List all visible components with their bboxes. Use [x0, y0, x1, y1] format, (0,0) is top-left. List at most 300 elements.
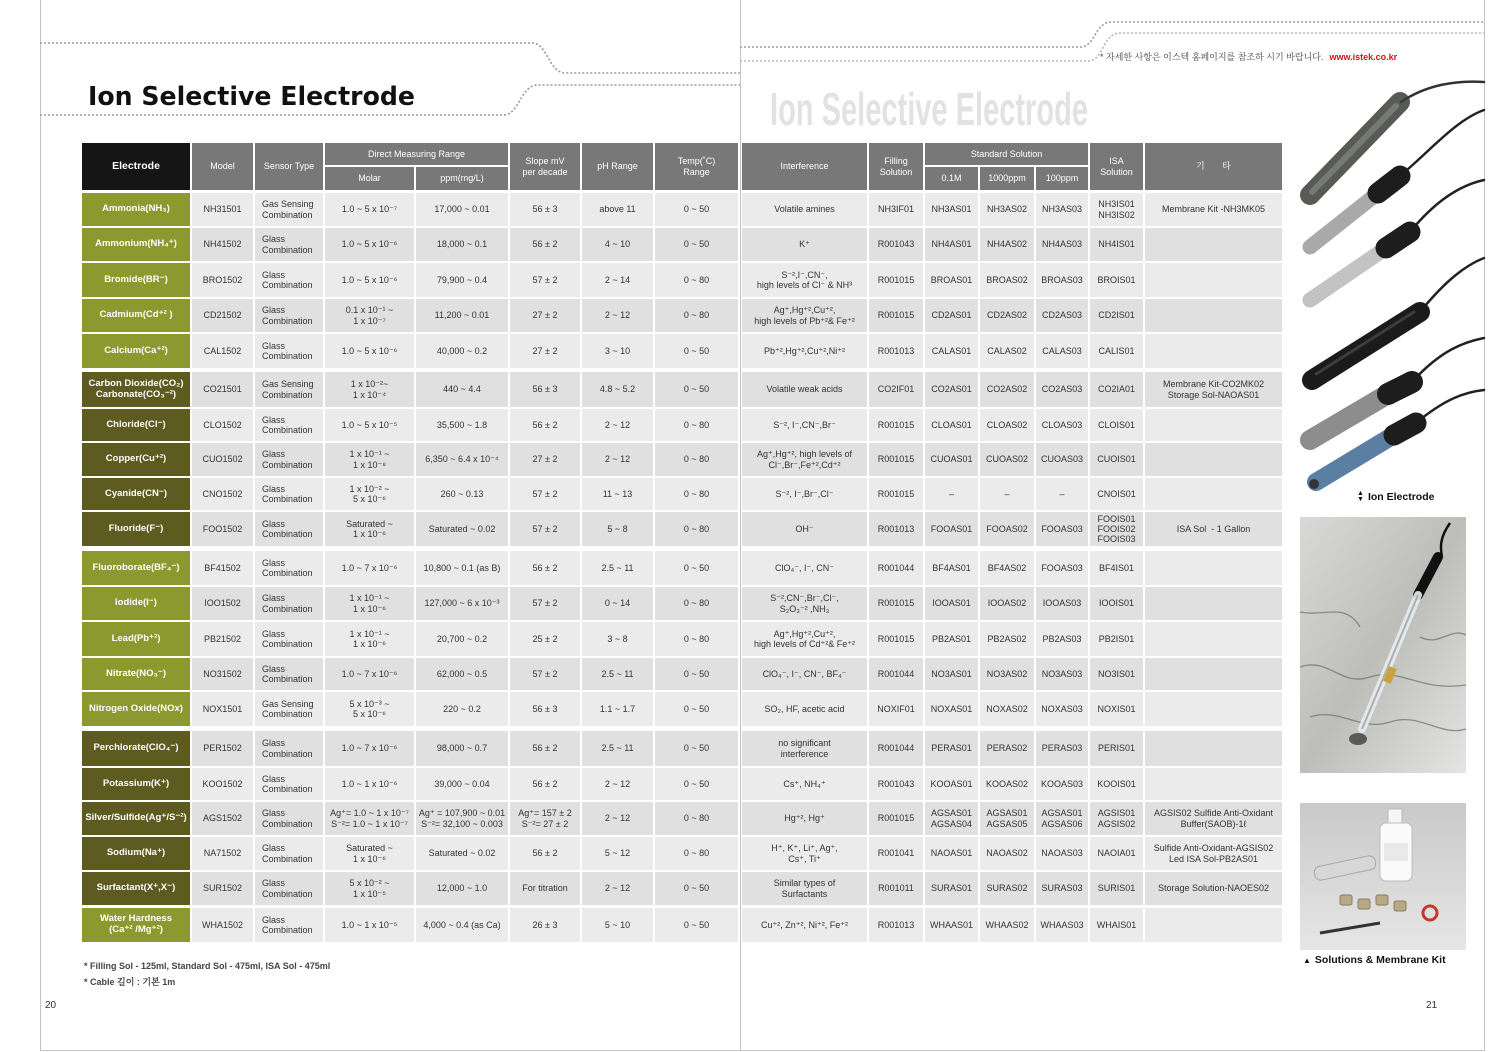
temp-cell: [655, 334, 738, 368]
isa-value: CNOIS01: [1097, 488, 1136, 499]
ph-cell: [582, 768, 653, 800]
filling-value: R001015: [877, 633, 915, 644]
s100-value: NH4AS03: [1041, 239, 1083, 250]
s1000-value: CALAS02: [987, 345, 1027, 356]
page-number-left: 20: [45, 1000, 57, 1011]
model-cell: [192, 299, 253, 332]
interference-value: ClO₄⁻, I⁻, CN⁻: [775, 562, 834, 573]
molar-cell: [325, 228, 414, 261]
s1000-cell: [980, 299, 1034, 332]
temp-cell: [655, 228, 738, 261]
slope-value: 56 ± 2: [532, 778, 558, 789]
s100-value: PB2AS03: [1042, 633, 1082, 644]
isa-value: AGSIS01 AGSIS02: [1097, 808, 1136, 829]
ph-value: 1.1 ~ 1.7: [599, 703, 636, 714]
header-molar-label: Molar: [358, 173, 381, 184]
interference-value: S⁻², I⁻,CN⁻,Br⁻: [773, 419, 836, 430]
molar-value: Saturated ~ 1 x 10⁻⁶: [346, 843, 393, 864]
isa-value: WHAIS01: [1096, 919, 1137, 930]
model-value: FOO1502: [202, 523, 243, 534]
interference-cell: [742, 622, 867, 656]
model-value: NA71502: [203, 848, 242, 859]
s1000-value: NAOAS02: [986, 848, 1028, 859]
sensor-cell: [255, 299, 323, 332]
header-filling-solution: [869, 143, 923, 190]
slope-cell: [510, 372, 580, 407]
slope-cell: [510, 228, 580, 261]
sensor-value: Gas Sensing Combination: [262, 199, 314, 220]
ppm-cell: [416, 478, 508, 510]
molar-cell: [325, 692, 414, 726]
interference-cell: [742, 731, 867, 766]
molar-cell: [325, 908, 414, 942]
sensor-value: Glass Combination: [262, 305, 313, 326]
molar-cell: [325, 512, 414, 546]
s01-cell: [925, 263, 978, 297]
slope-value: 57 ± 2: [532, 598, 558, 609]
s100-value: NO3AS03: [1041, 668, 1083, 679]
up-triangle-icon: ▲: [1303, 955, 1311, 965]
temp-value: 0 ~ 80: [683, 633, 710, 644]
s1000-cell: [980, 908, 1034, 942]
s01-value: CD2AS01: [931, 310, 972, 321]
model-cell: [192, 658, 253, 690]
molar-cell: [325, 658, 414, 690]
sensor-value: Glass Combination: [262, 483, 313, 504]
isa-cell: [1090, 372, 1143, 407]
ppm-cell: [416, 908, 508, 942]
s1000-value: CLOAS02: [986, 419, 1028, 430]
etc-value: ISA Sol - 1 Gallon: [1176, 523, 1251, 534]
sensor-cell: [255, 512, 323, 546]
molar-cell: [325, 263, 414, 297]
interference-value: Ag⁺,Hg⁺², high levels of Cl⁻,Br⁻,Fe⁺²,Cd⁺²: [756, 449, 853, 470]
slope-value: 27 ± 2: [532, 345, 558, 356]
isa-cell: [1090, 193, 1143, 226]
model-value: KOO1502: [202, 778, 243, 789]
temp-cell: [655, 802, 738, 835]
sensor-value: Glass Combination: [262, 773, 313, 794]
svg-text:Ion Selective Electrode: Ion Selective Electrode: [88, 82, 415, 112]
molar-value: 1.0 ~ 7 x 10⁻⁶: [341, 562, 398, 573]
ppm-cell: [416, 409, 508, 441]
s100-value: WHAAS03: [1040, 919, 1084, 930]
ph-cell: [582, 409, 653, 441]
ppm-value: Saturated ~ 0.02: [428, 848, 496, 859]
molar-cell: [325, 551, 414, 585]
molar-value: 1.0 ~ 7 x 10⁻⁶: [341, 668, 398, 679]
interference-value: Cu⁺², Zn⁺², Ni⁺², Fe⁺²: [760, 919, 848, 930]
temp-value: 0 ~ 50: [683, 562, 710, 573]
temp-cell: [655, 908, 738, 942]
slope-value: 56 ± 3: [532, 384, 558, 395]
molar-cell: [325, 768, 414, 800]
slope-cell: [510, 837, 580, 870]
ph-cell: [582, 731, 653, 766]
molar-value: 0.1 x 10⁻¹ ~ 1 x 10⁻⁷: [345, 305, 394, 326]
isa-cell: [1090, 409, 1143, 441]
electrode-cell: [82, 409, 190, 441]
electrode-cell: [82, 692, 190, 726]
s1000-cell: [980, 443, 1034, 476]
header-model: [192, 143, 253, 190]
slope-cell: [510, 802, 580, 835]
header-standard-solution: [925, 143, 1088, 165]
electrode-value: Cadmium(Cd⁺² ): [99, 309, 173, 321]
slope-value: 27 ± 2: [532, 454, 558, 465]
sensor-cell: [255, 372, 323, 407]
interference-value: SO₂, HF, acetic acid: [764, 703, 845, 714]
s100-value: PERAS03: [1041, 743, 1083, 754]
s1000-cell: [980, 658, 1034, 690]
interference-cell: [742, 299, 867, 332]
s01-cell: [925, 587, 978, 620]
isa-cell: [1090, 802, 1143, 835]
s01-value: BROAS01: [930, 274, 973, 285]
temp-value: 0 ~ 50: [683, 919, 710, 930]
model-cell: [192, 768, 253, 800]
ph-cell: [582, 658, 653, 690]
sensor-value: Glass Combination: [262, 628, 313, 649]
ph-cell: [582, 587, 653, 620]
header-model-label: Model: [210, 161, 235, 172]
s01-cell: [925, 512, 978, 546]
s01-cell: [925, 802, 978, 835]
isa-value: BROIS01: [1097, 274, 1136, 285]
s1000-value: PB2AS02: [987, 633, 1027, 644]
slope-cell: [510, 551, 580, 585]
filling-cell: [869, 299, 923, 332]
ppm-value: Saturated ~ 0.02: [428, 523, 496, 534]
etc-cell: [1145, 622, 1282, 656]
electrode-value: Surfactant(X⁺,X⁻): [96, 882, 176, 894]
molar-value: 1.0 ~ 1 x 10⁻⁵: [341, 919, 398, 930]
molar-cell: [325, 299, 414, 332]
filling-cell: [869, 334, 923, 368]
header-isa-solution-label: ISA Solution: [1100, 156, 1133, 177]
temp-value: 0 ~ 80: [683, 274, 710, 285]
model-value: BRO1502: [202, 274, 243, 285]
etc-value: Storage Solution-NAOES02: [1157, 883, 1270, 894]
ppm-cell: [416, 193, 508, 226]
sensor-cell: [255, 443, 323, 476]
interference-value: S⁻²,I⁻,CN⁻, high levels of Cl⁻ & NH³: [756, 269, 853, 290]
electrode-cell: [82, 299, 190, 332]
ppm-value: 260 ~ 0.13: [440, 488, 484, 499]
s01-cell: [925, 478, 978, 510]
s1000-cell: [980, 409, 1034, 441]
header-electrode: [82, 143, 190, 190]
s1000-cell: [980, 872, 1034, 905]
interference-cell: [742, 263, 867, 297]
s100-value: FOOAS03: [1041, 562, 1083, 573]
isa-cell: [1090, 263, 1143, 297]
filling-value: R001044: [877, 668, 915, 679]
isa-value: NH4IS01: [1098, 239, 1135, 250]
electrode-cell: [82, 768, 190, 800]
sensor-value: Gas Sensing Combination: [262, 379, 314, 400]
header-isa-solution: [1090, 143, 1143, 190]
sensor-cell: [255, 551, 323, 585]
filling-value: R001015: [877, 598, 915, 609]
slope-cell: [510, 478, 580, 510]
s100-value: CLOAS03: [1041, 419, 1083, 430]
molar-value: 5 x 10⁻² ~ 1 x 10⁻⁵: [349, 878, 390, 899]
sensor-cell: [255, 587, 323, 620]
model-cell: [192, 228, 253, 261]
slope-value: 57 ± 2: [532, 523, 558, 534]
filling-value: R001013: [877, 345, 915, 356]
s1000-cell: [980, 228, 1034, 261]
ph-value: 2.5 ~ 11: [601, 562, 634, 573]
isa-cell: [1090, 658, 1143, 690]
ph-cell: [582, 334, 653, 368]
ppm-cell: [416, 228, 508, 261]
molar-cell: [325, 372, 414, 407]
model-value: PB21502: [203, 633, 242, 644]
interference-cell: [742, 228, 867, 261]
isa-cell: [1090, 837, 1143, 870]
molar-value: 1 x 10⁻² ~ 5 x 10⁻⁶: [349, 483, 390, 504]
slope-value: 57 ± 2: [532, 274, 558, 285]
temp-cell: [655, 299, 738, 332]
model-value: CNO1502: [202, 488, 243, 499]
up-down-triangle-icon: ▲ ▼: [1357, 490, 1364, 503]
electrode-value: Cyanide(CN⁻): [104, 487, 168, 499]
s100-cell: [1036, 658, 1088, 690]
model-cell: [192, 587, 253, 620]
sensor-cell: [255, 802, 323, 835]
temp-value: 0 ~ 80: [683, 419, 710, 430]
s01-value: FOOAS01: [930, 523, 973, 534]
molar-value: Ag⁺= 1.0 ~ 1 x 10⁻⁷ S⁻²= 1.0 ~ 1 x 10⁻⁷: [330, 808, 409, 829]
sensor-value: Glass Combination: [262, 738, 313, 759]
website-link[interactable]: www.istek.co.kr: [1329, 52, 1398, 62]
interference-value: Similar types of Surfactants: [773, 878, 836, 899]
slope-cell: [510, 443, 580, 476]
ppm-cell: [416, 263, 508, 297]
ppm-cell: [416, 658, 508, 690]
isa-cell: [1090, 622, 1143, 656]
electrode-value: Silver/Sulfide(Ag⁺/S⁻²): [85, 812, 187, 824]
s100-value: AGSAS01 AGSAS06: [1041, 808, 1083, 829]
electrode-cell: [82, 443, 190, 476]
etc-cell: [1145, 263, 1282, 297]
interference-cell: [742, 768, 867, 800]
interference-value: Hg⁺², Hg⁺: [784, 813, 825, 824]
ppm-cell: [416, 837, 508, 870]
molar-value: 1.0 ~ 5 x 10⁻⁷: [341, 204, 398, 215]
ph-value: 2 ~ 12: [604, 454, 631, 465]
ph-cell: [582, 908, 653, 942]
s01-cell: [925, 622, 978, 656]
ph-value: 2.5 ~ 11: [601, 743, 634, 754]
interference-cell: [742, 872, 867, 905]
model-cell: [192, 193, 253, 226]
ph-cell: [582, 372, 653, 407]
model-cell: [192, 443, 253, 476]
header-0-1m-label: 0.1M: [941, 173, 962, 184]
s01-value: NH3AS01: [931, 204, 972, 215]
s100-value: BROAS03: [1041, 274, 1083, 285]
filling-value: R001015: [877, 454, 915, 465]
temp-value: 0 ~ 50: [683, 778, 710, 789]
s100-cell: [1036, 372, 1088, 407]
slope-cell: [510, 872, 580, 905]
electrode-cell: [82, 551, 190, 585]
interference-value: OH⁻: [795, 523, 814, 534]
temp-cell: [655, 658, 738, 690]
etc-cell: [1145, 409, 1282, 441]
filling-value: R001041: [877, 848, 915, 859]
isa-cell: [1090, 587, 1143, 620]
ppm-value: Ag⁺ = 107,900 ~ 0.01 S⁻²= 32,100 ~ 0.003: [418, 808, 506, 829]
filling-cell: [869, 908, 923, 942]
isa-value: NH3IS01 NH3IS02: [1098, 199, 1135, 220]
interference-cell: [742, 692, 867, 726]
etc-cell: [1145, 802, 1282, 835]
filling-cell: [869, 551, 923, 585]
isa-value: NAOIA01: [1097, 848, 1136, 859]
molar-value: 1 x 10⁻²~ 1 x 10⁻⁴: [350, 379, 389, 400]
website-note: [1100, 50, 1397, 63]
ph-cell: [582, 837, 653, 870]
ppm-cell: [416, 299, 508, 332]
header-direct-measuring-range: [325, 143, 508, 165]
s100-value: NH3AS03: [1041, 204, 1083, 215]
isa-value: FOOIS01 FOOIS02 FOOIS03: [1097, 513, 1136, 545]
s01-value: NO3AS01: [931, 668, 972, 679]
s1000-value: NH4AS02: [986, 239, 1028, 250]
electrode-value: Ammonia(NH₃): [102, 203, 170, 215]
interference-cell: [742, 334, 867, 368]
electrode-cell: [82, 193, 190, 226]
s1000-cell: [980, 478, 1034, 510]
ppm-value: 40,000 ~ 0.2: [436, 345, 488, 356]
sensor-cell: [255, 872, 323, 905]
s01-value: AGSAS01 AGSAS04: [930, 808, 973, 829]
ph-cell: [582, 193, 653, 226]
electrode-value: Fluoroborate(BF₄⁻): [92, 561, 180, 573]
isa-value: CALIS01: [1098, 345, 1135, 356]
interference-value: S⁻², I⁻,Br⁻,Cl⁻: [775, 488, 834, 499]
filling-cell: [869, 587, 923, 620]
electrode-value: Bromide(BR⁻): [104, 273, 168, 285]
ppm-cell: [416, 692, 508, 726]
electrode-value: Water Hardness (Ca⁺² /Mg⁺²): [100, 913, 172, 935]
ppm-value: 6,350 ~ 6.4 x 10⁻⁴: [425, 454, 499, 465]
ph-cell: [582, 622, 653, 656]
isa-value: BF4IS01: [1098, 562, 1135, 573]
model-cell: [192, 622, 253, 656]
ppm-value: 11,200 ~ 0.01: [434, 310, 490, 321]
s01-value: WHAAS01: [929, 919, 973, 930]
molar-cell: [325, 872, 414, 905]
s100-cell: [1036, 551, 1088, 585]
temp-value: 0 ~ 80: [683, 848, 710, 859]
temp-cell: [655, 512, 738, 546]
electrode-cell: [82, 512, 190, 546]
electrode-cell: [82, 837, 190, 870]
s1000-value: WHAAS02: [985, 919, 1029, 930]
ppm-cell: [416, 551, 508, 585]
sensor-value: Glass Combination: [262, 557, 313, 578]
model-value: NH31501: [203, 204, 242, 215]
header-ppm-label: ppm(mg/L): [440, 173, 484, 184]
model-value: PER1502: [203, 743, 242, 754]
ph-value: 2 ~ 12: [604, 310, 631, 321]
s01-cell: [925, 193, 978, 226]
electrode-cell: [82, 731, 190, 766]
slope-value: 56 ± 2: [532, 239, 558, 250]
header-etc: [1145, 143, 1282, 190]
molar-value: 1.0 ~ 5 x 10⁻⁶: [341, 274, 398, 285]
s1000-value: NO3AS02: [986, 668, 1028, 679]
temp-cell: [655, 587, 738, 620]
model-value: NO31502: [203, 668, 242, 679]
etc-cell: [1145, 768, 1282, 800]
etc-value: AGSIS02 Sulfide Anti-Oxidant Buffer(SAOB)-1ℓ: [1153, 808, 1274, 829]
ph-cell: [582, 228, 653, 261]
temp-cell: [655, 409, 738, 441]
interference-cell: [742, 193, 867, 226]
s01-value: PB2AS01: [931, 633, 972, 644]
filling-cell: [869, 193, 923, 226]
ppm-value: 20,700 ~ 0.2: [436, 633, 488, 644]
interference-cell: [742, 372, 867, 407]
temp-cell: [655, 193, 738, 226]
s01-cell: [925, 372, 978, 407]
ppm-cell: [416, 768, 508, 800]
electrode-cell: [82, 263, 190, 297]
etc-cell: [1145, 512, 1282, 546]
s01-cell: [925, 409, 978, 441]
filling-value: R001011: [878, 883, 914, 894]
model-cell: [192, 512, 253, 546]
electrode-value: Lead(Pb⁺²): [111, 632, 161, 644]
filling-value: NOXIF01: [877, 703, 915, 714]
header-electrode-label: Electrode: [112, 159, 160, 172]
s01-value: CUOAS01: [930, 454, 973, 465]
s01-cell: [925, 443, 978, 476]
s100-cell: [1036, 193, 1088, 226]
filling-value: R001044: [877, 562, 915, 573]
molar-cell: [325, 802, 414, 835]
ph-value: 5 ~ 8: [607, 523, 628, 534]
header-standard-solution-label: Standard Solution: [970, 148, 1043, 159]
temp-value: 0 ~ 80: [683, 523, 710, 534]
s1000-cell: [980, 731, 1034, 766]
ph-cell: [582, 512, 653, 546]
ppm-cell: [416, 512, 508, 546]
sensor-value: Glass Combination: [262, 663, 313, 684]
interference-cell: [742, 478, 867, 510]
sensor-cell: [255, 622, 323, 656]
interference-cell: [742, 658, 867, 690]
filling-value: R001043: [877, 778, 915, 789]
electrode-value: Iodide(I⁻): [115, 597, 157, 609]
molar-value: Saturated ~ 1 x 10⁻⁶: [346, 518, 393, 539]
slope-value: Ag⁺= 157 ± 2 S⁻²= 27 ± 2: [518, 808, 572, 829]
isa-cell: [1090, 768, 1143, 800]
filling-value: R001013: [877, 919, 915, 930]
temp-cell: [655, 731, 738, 766]
isa-value: PB2IS01: [1098, 633, 1135, 644]
interference-cell: [742, 443, 867, 476]
header-100ppm-label: 100ppm: [1045, 173, 1079, 184]
etc-cell: [1145, 692, 1282, 726]
temp-cell: [655, 443, 738, 476]
